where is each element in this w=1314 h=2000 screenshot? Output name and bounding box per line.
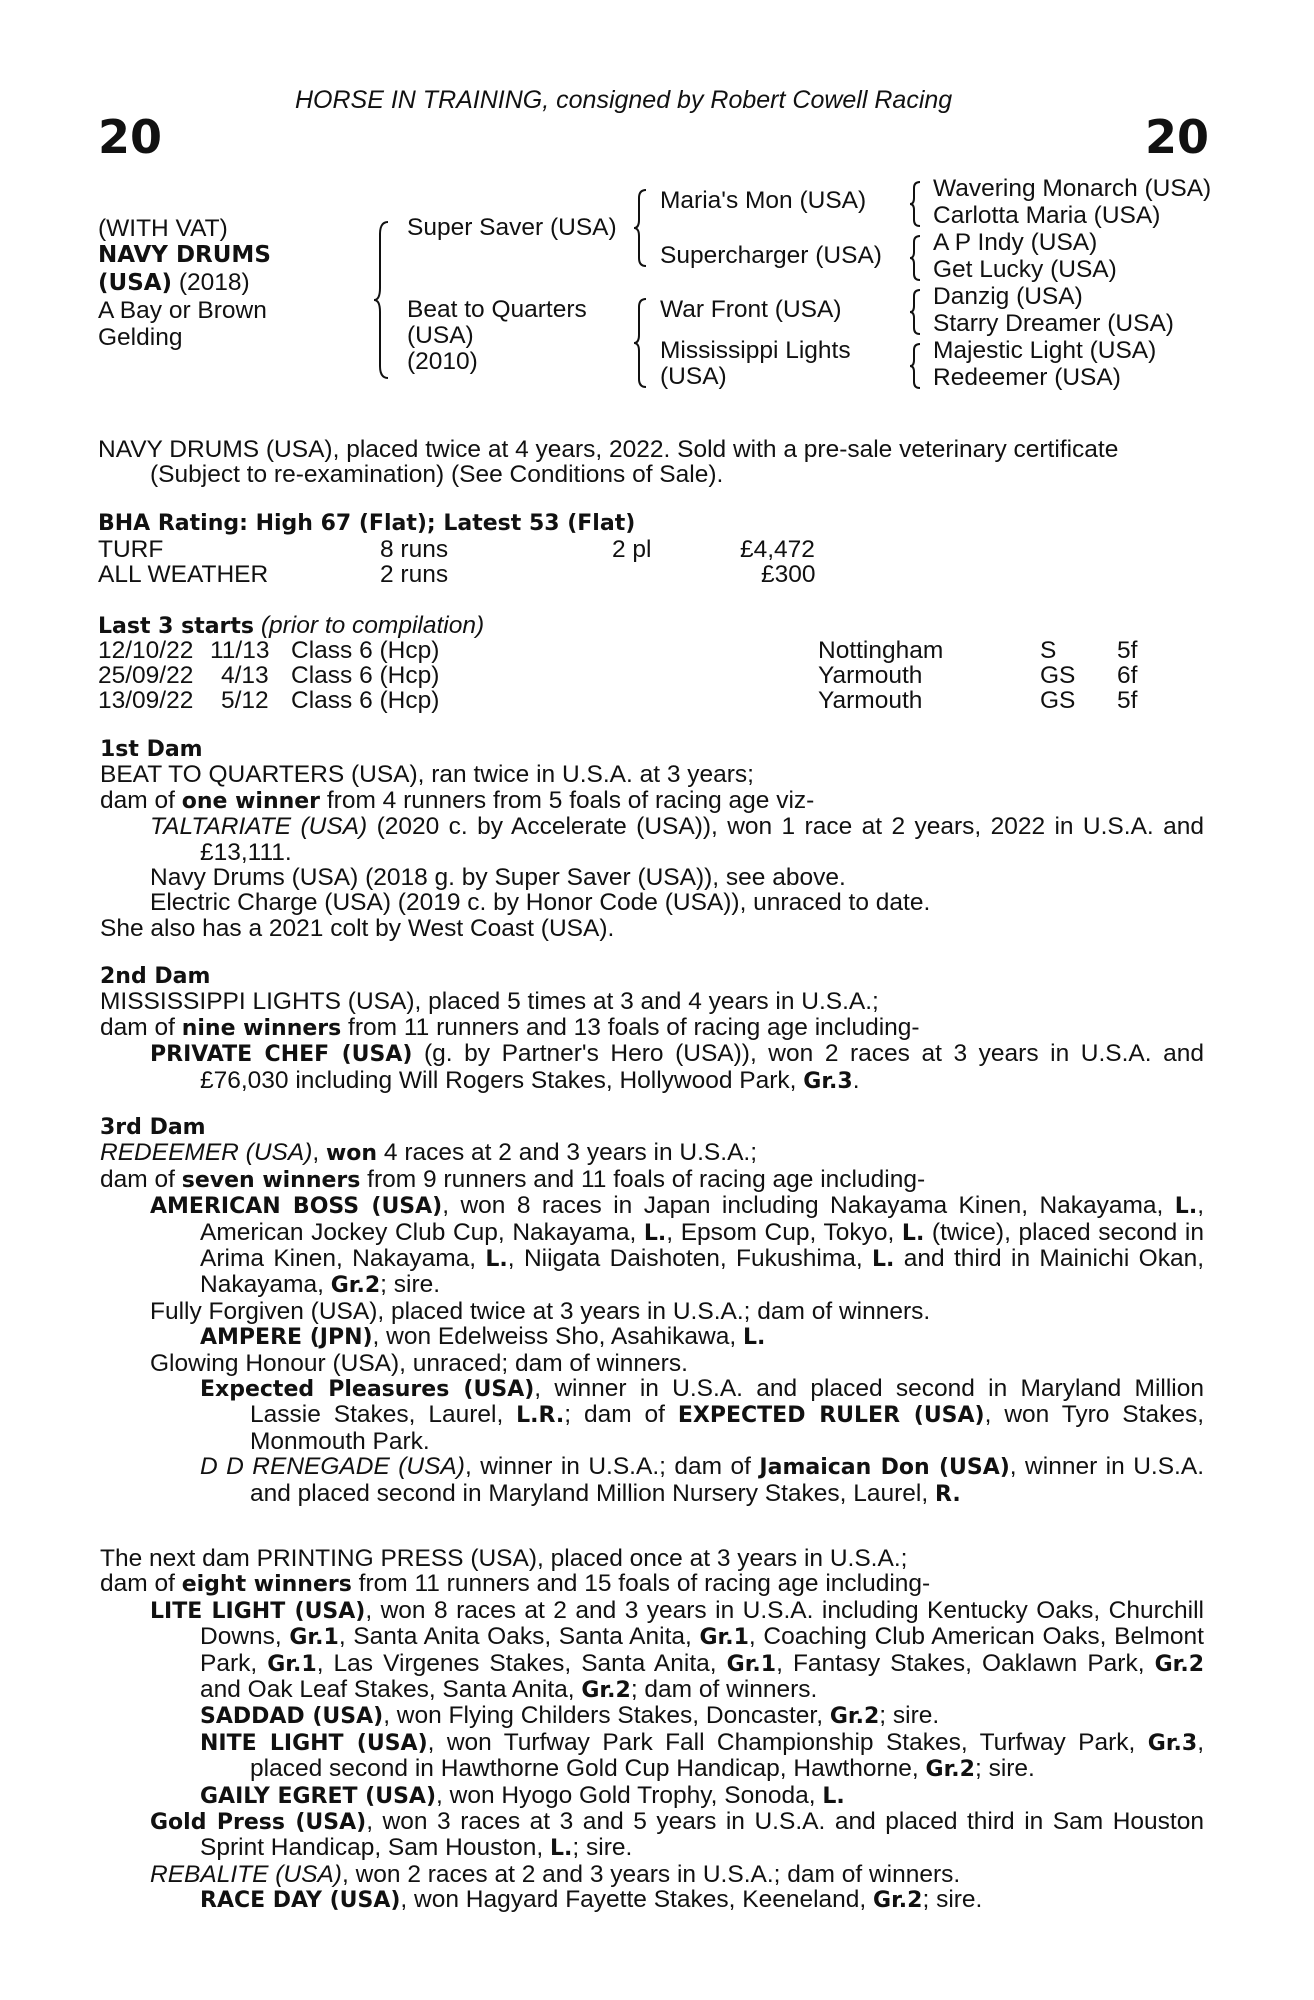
rating-aw-surface: ALL WEATHER: [98, 561, 269, 588]
second-dam-produce-intro: dam of nine winners from 11 runners and 13 foals of racing age including-: [100, 1013, 920, 1041]
lot-number-left: 20: [98, 110, 163, 164]
rating-aw-prize: £300: [761, 561, 816, 588]
horse-name-country: (USA) (2018): [98, 269, 250, 296]
next-dam-section: [100, 1546, 1204, 1914]
progeny-electric-charge: Electric Charge (USA) (2019 c. by Honor Code (USA)), unraced to date.: [150, 889, 931, 917]
pedigree-brace-main: [372, 220, 392, 380]
pedigree-dam-dam: Mississippi Lights (USA): [660, 337, 851, 390]
pedigree-brace-g3-4: [908, 342, 922, 390]
third-dam-heading: 3rd Dam: [100, 1115, 206, 1140]
progeny-american-boss: AMERICAN BOSS (USA), won 8 races in Japan including Nakayama Kinen, Nakayama, L., American Jockey Club Cup, Nakayama, L., Epsom Cup, Tokyo, L. (twice), placed second in Arima Kinen, Nakayama, L., Niigata Daishoten, Fukushima, L. and third in Mainichi Okan, Nakayama, Gr.2; sire.: [150, 1192, 1205, 1299]
consignment-title: HORSE IN TRAINING, consigned by Robert Cowell Racing: [295, 86, 953, 114]
pedigree-g3-list: [933, 175, 1211, 391]
third-dam-produce-intro: dam of seven winners from 9 runners and 11 foals of racing age including-: [100, 1165, 926, 1193]
pedigree-brace-sire: [632, 188, 648, 268]
pedigree-g3-8: Redeemer (USA): [933, 364, 1121, 391]
pedigree-sire-sire: Maria's Mon (USA): [660, 187, 867, 214]
pedigree-brace-dam: [632, 297, 648, 389]
pedigree-dam: Beat to Quarters (USA) (2010): [407, 296, 587, 375]
pedigree-sire: Super Saver (USA): [407, 214, 617, 241]
last-starts-heading: Last 3 starts (prior to compilation): [98, 612, 485, 639]
progeny-saddad: SADDAD (USA), won Flying Childers Stakes, Doncaster, Gr.2; sire.: [200, 1702, 940, 1730]
intro-line-1: NAVY DRUMS (USA), placed twice at 4 years, 2022. Sold with a pre-sale veterinary certificate: [98, 436, 1119, 463]
rating-turf-prize: £4,472: [740, 536, 815, 563]
rating-turf-surface: TURF: [98, 536, 164, 563]
progeny-lite-light: LITE LIGHT (USA), won 8 races at 2 and 3 years in U.S.A. including Kentucky Oaks, Churchill Downs, Gr.1, Santa Anita Oaks, Santa Anita, Gr.1, Coaching Club American Oaks, Belmont Park, Gr.1, Las Virgenes Stakes, Santa Anita, Gr.1, Fantasy Stakes, Oaklawn Park, Gr.2 and Oak Leaf Stakes, Santa Anita, Gr.2; dam of winners.: [150, 1596, 1205, 1704]
progeny-gaily-egret: GAILY EGRET (USA), won Hyogo Gold Trophy, Sonoda, L.: [200, 1781, 845, 1809]
third-dam-line: REDEEMER (USA), won 4 races at 2 and 3 years in U.S.A.;: [100, 1139, 758, 1167]
first-dam-section: [100, 737, 1204, 941]
pedigree-g3-5: Danzig (USA): [933, 283, 1083, 310]
rating-heading: BHA Rating: High 67 (Flat); Latest 53 (Flat): [98, 511, 636, 536]
second-dam-heading: 2nd Dam: [100, 964, 211, 989]
vat-note: (WITH VAT): [98, 215, 228, 242]
next-dam-line: The next dam PRINTING PRESS (USA), placed once at 3 years in U.S.A.;: [100, 1545, 908, 1572]
first-dam-produce-intro: dam of one winner from 4 runners from 5 foals of racing age viz-: [100, 786, 815, 814]
progeny-race-day: RACE DAY (USA), won Hagyard Fayette Stakes, Keeneland, Gr.2; sire.: [200, 1886, 983, 1914]
progeny-glowing-honour: Glowing Honour (USA), unraced; dam of winners.: [150, 1349, 688, 1377]
pedigree-g3-3: A P Indy (USA): [933, 229, 1098, 256]
progeny-fully-forgiven: Fully Forgiven (USA), placed twice at 3 years in U.S.A.; dam of winners.: [150, 1297, 931, 1325]
progeny-private-chef: PRIVATE CHEF (USA) (g. by Partner's Hero (USA)), won 2 races at 3 years in U.S.A. and £76,030 including Will Rogers Stakes, Hollywood Park, Gr.3.: [150, 1040, 1204, 1094]
first-dam-note: She also has a 2021 colt by West Coast (USA).: [100, 914, 615, 942]
rating-turf-placed: 2 pl: [612, 536, 652, 563]
first-dam-heading: 1st Dam: [100, 737, 203, 762]
pedigree-g3-4: Get Lucky (USA): [933, 256, 1117, 283]
second-dam-section: [100, 964, 1204, 1094]
progeny-dd-renegade: D D RENEGADE (USA), winner in U.S.A.; dam of Jamaican Don (USA), winner in U.S.A. and placed second in Maryland Million Nursery Stakes, Laurel, R.: [200, 1453, 1204, 1507]
progeny-ampere: AMPERE (JPN), won Edelweiss Sho, Asahikawa, L.: [200, 1323, 766, 1351]
horse-description: A Bay or Brown: [98, 297, 267, 324]
rating-turf-runs: 8 runs: [380, 536, 449, 563]
pedigree-dam-sire: War Front (USA): [660, 296, 842, 323]
lot-number-right: 20: [1145, 110, 1210, 164]
progeny-expected-pleasures: Expected Pleasures (USA), winner in U.S.A. and placed second in Maryland Million Lassie Stakes, Laurel, L.R.; dam of EXPECTED RULER (USA), won Tyro Stakes, Monmouth Park.: [200, 1375, 1205, 1455]
progeny-navy-drums: Navy Drums (USA) (2018 g. by Super Saver (USA)), see above.: [150, 864, 846, 892]
pedigree-g3-2: Carlotta Maria (USA): [933, 202, 1161, 229]
pedigree-brace-g3-3: [908, 288, 922, 336]
second-dam-line: MISSISSIPPI LIGHTS (USA), placed 5 times at 3 and 4 years in U.S.A.;: [100, 988, 879, 1016]
pedigree-g3-1: Wavering Monarch (USA): [933, 175, 1212, 202]
pedigree-brace-g3-2: [908, 234, 922, 282]
first-dam-line: BEAT TO QUARTERS (USA), ran twice in U.S.A. at 3 years;: [100, 761, 754, 789]
third-dam-section: [100, 1115, 1204, 1507]
horse-description-2: Gelding: [98, 324, 183, 351]
pedigree-g3-7: Majestic Light (USA): [933, 337, 1157, 364]
pedigree-brace-g3-1: [908, 180, 922, 228]
progeny-taltariate: TALTARIATE (USA) (2020 c. by Accelerate (USA)), won 1 race at 2 years, 2022 in U.S.A. and £13,111.: [150, 813, 1204, 866]
pedigree-g3-6: Starry Dreamer (USA): [933, 310, 1174, 337]
progeny-gold-press: Gold Press (USA), won 3 races at 3 and 5 years in U.S.A. and placed third in Sam Houston Sprint Handicap, Sam Houston, L.; sire.: [150, 1808, 1204, 1862]
next-dam-produce-intro: dam of eight winners from 11 runners and 15 foals of racing age including-: [100, 1570, 931, 1598]
intro-line-2: (Subject to re-examination) (See Conditions of Sale).: [150, 461, 724, 488]
horse-name: NAVY DRUMS: [98, 242, 271, 268]
rating-aw-runs: 2 runs: [380, 561, 449, 588]
horse-identity: [98, 215, 271, 351]
progeny-rebalite: REBALITE (USA), won 2 races at 2 and 3 years in U.S.A.; dam of winners.: [150, 1860, 961, 1888]
pedigree-sire-dam: Supercharger (USA): [660, 242, 882, 269]
progeny-nite-light: NITE LIGHT (USA), won Turfway Park Fall Championship Stakes, Turfway Park, Gr.3, placed second in Hawthorne Gold Cup Handicap, Hawthorne, Gr.2; sire.: [200, 1728, 1205, 1783]
